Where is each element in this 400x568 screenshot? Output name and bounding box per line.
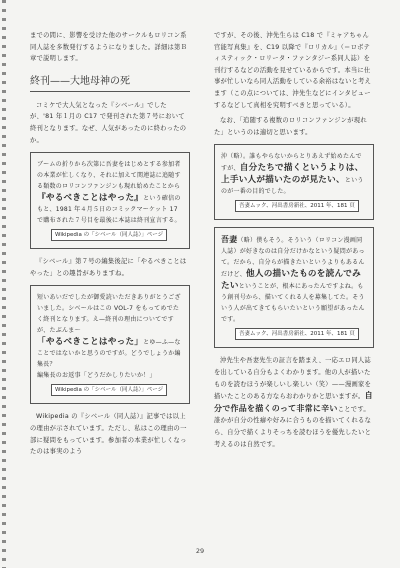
editor-reply: 編集長のお返事「どうだかしりたいか！」	[37, 372, 156, 380]
paragraph: なお、「追随する複数のロリコンファンジンが現れた」というのは適切と思います。	[214, 117, 367, 136]
quote-text: ブームの折りから次第に吾妻をはじめとする参加者の本業が忙しくなり、それに加えて関連誌に追随する類数のロリコンファンジンも現れ始めたことから『やるべきことはやった』という確信のもと、1981 年４月５日のコミックマーケット 17 で購布された７号目を最後に本誌は終刊宣言する。	[37, 161, 181, 225]
quote-emphasis: 「やるべきことはやった」	[37, 337, 144, 348]
paragraph: ですが、その後、沖先生らは C18 で『ミャアちゃん官能写真集』を、C19 以降で『ロリカル』（＝ロボティスティック・ロリータ・ファンタジー系同人誌）を刊行するなどの活動を見せているからです。本当に仕事が忙しいなら同人活動をしている余裕はないと考えます（この点については、沖先生などにインタビューするなどして真相を究明すべきと思っている）。	[214, 32, 372, 109]
paragraph: 沖先生や吾妻先生の証言を踏まえ、一応エロ同人誌を出している自分もよくわかります。他の人が描いたものを読むほうが楽しいし楽しい（笑）——漫画家を描いたことのある方ならおわかりかと思いますが。自分で作品を描くのって非常に辛いことです。誰かが自分の性癖や好みに合うものを描いてくれるなら、自分で描くよりそっちを読むほうを優先したいと考えるのは自然です。	[214, 357, 373, 448]
quote-citation: 吾妻ムック、河出書房新社、2011 年、181 頁	[235, 200, 359, 212]
intro-paragraph: までの間に、影響を受けた他のサークルもロリコン系同人誌を多数発行するようになりました。詳細は第Ｂ章で説明します。	[30, 32, 188, 63]
quote-text: 短いあいだでしたが御愛読いただきありがとうございました。シベールはこの VOL-7 をもってめでたく終刊となります。え—終刊の理由についてですが、たぶんま～「やるべきことはやった」とゆ—ふ—なことではないかと思うのですが。どうでしょうか編集長？	[37, 294, 181, 369]
quote-box	[30, 285, 190, 404]
quote-citation: 吾妻ムック、河出書房新社、2011 年、181 頁	[235, 328, 359, 340]
quote-emphasis: 他人の描いたものを読んでみたい	[221, 269, 361, 292]
left-column	[30, 30, 190, 462]
quote-text: 沖（略）。誰もやらないからとりあえず始めたんですが、自分たちで描くというよりは、上手い人が描いたのが見たい、というのが一番の目的でした。	[221, 153, 364, 196]
quote-box	[214, 144, 374, 220]
right-column	[214, 30, 374, 454]
section-heading: 終刊——大地母神の死	[30, 75, 190, 92]
quote-box	[30, 152, 190, 249]
quote-box	[214, 227, 374, 348]
speaker-name: 吾妻	[221, 235, 238, 245]
text-emphasis: 自分で作品を描くのって非常に辛い	[214, 391, 373, 413]
paragraph: コミケで大人気となった『シベール』でしたが、'81 年１月の C17 で発刊された第７号において終刊となります。なぜ、人気があったのに終わったのか。	[30, 101, 187, 144]
quote-emphasis: 『やるべきことはやった』	[37, 193, 144, 204]
quote-text: 吾妻（略）僕もそう。そういう（ロリコン漫画同人誌）が好きなのは自分だけかなという疑問があって。だから、自分らが描きたいというよりもあるんだけど、他人の描いたものを読んでみたいということが、根本にあったんですよね。もう創刊号から、描いてくれる人を募集してた。そういう人が出てきてもらいたいという願望があったんです。	[221, 235, 365, 324]
quote-emphasis: 自分たちで描くというよりは、上手い人が描いたのが見たい、	[221, 163, 364, 186]
paragraph: Wikipedia の『シベール（同人誌）』記事では以上の理由が示されています。ただし、私はこの理由の一部に疑問をもっています。参加者の本業が忙しくなったのは事実のよう	[30, 413, 187, 456]
quote-citation: Wikipedia の「シベール（同人誌）」ページ	[51, 229, 167, 241]
binding-holes	[2, 0, 6, 568]
quote-citation: Wikipedia の「シベール（同人誌）」ページ	[51, 384, 167, 396]
paragraph: 『シベール』第７号の編集後記に「やるべきことはやった」との趣旨がありますね。	[30, 258, 187, 277]
page-number: 29	[195, 547, 205, 555]
